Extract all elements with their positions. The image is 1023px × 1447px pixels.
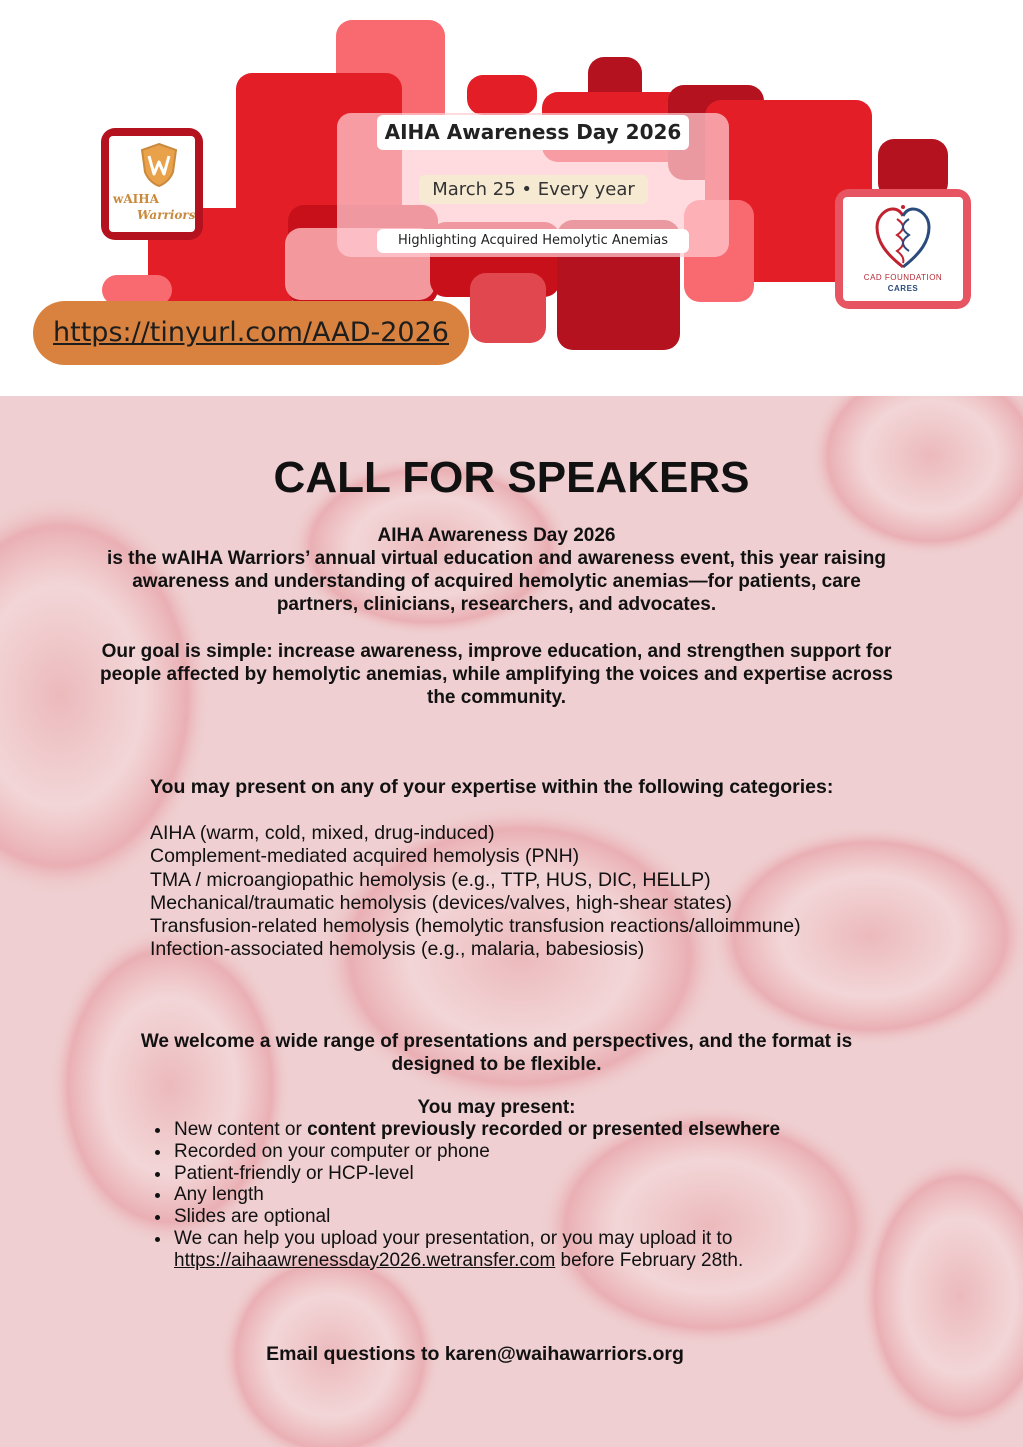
intro-body: is the wAIHA Warriors’ annual virtual education and awareness event, this year raising awareness and understanding of acquired hemolytic anemias—for patients, care partners, clinicians, researchers, and advocates. [107, 548, 886, 615]
waiha-warriors-logo [101, 128, 203, 240]
category-item: Mechanical/traumatic hemolysis (devices/valves, high-shear states) [150, 891, 732, 914]
logo-text-waiha: wAIHA [113, 192, 159, 206]
may-present-heading: You may present: [417, 1097, 576, 1118]
dna-heart-icon [875, 205, 931, 269]
decor-block [467, 75, 537, 115]
category-item: Transfusion-related hemolysis (hemolytic transfusion reactions/alloimmune) [150, 915, 801, 938]
list-item: Patient-friendly or HCP-level [152, 1163, 780, 1185]
event-title: AIHA Awareness Day 2026 [377, 115, 689, 150]
list-item: Recorded on your computer or phone [152, 1141, 780, 1163]
cad-foundation-logo [835, 189, 971, 309]
list-item-text: New content or [174, 1119, 308, 1140]
category-item: Complement-mediated acquired hemolysis (PNH) [150, 845, 580, 868]
logo-text-cares: CARES [887, 284, 919, 293]
list-item-text: before February 28th. [555, 1249, 744, 1271]
welcome-paragraph: We welcome a wide range of presentations and perspectives, and the format is designed to be flexible. [140, 1031, 853, 1075]
event-url-link[interactable] [33, 301, 469, 365]
header-banner [0, 0, 1023, 396]
content-area [0, 396, 1023, 1447]
categories-list [150, 822, 801, 962]
category-item: Infection-associated hemolysis (e.g., malaria, babesiosis) [150, 938, 645, 961]
list-item-text: We can help you upload your presentation, or you may upload it to [174, 1227, 733, 1249]
list-item [152, 1119, 780, 1141]
categories-heading: You may present on any of your expertise within the following categories: [150, 776, 834, 798]
list-item [152, 1228, 780, 1272]
contact-email: Email questions to karen@waihawarriors.org [266, 1343, 684, 1365]
event-subtitle: Highlighting Acquired Hemolytic Anemias [377, 229, 689, 253]
may-present-list [152, 1119, 780, 1272]
list-item: Slides are optional [152, 1206, 780, 1228]
list-item-bold-text: content previously recorded or presented elsewhere [307, 1119, 781, 1140]
event-url-text[interactable]: https://tinyurl.com/AAD-2026 [53, 317, 449, 348]
decor-block [470, 273, 546, 343]
category-item: TMA / microangiopathic hemolysis (e.g., TTP, HUS, DIC, HELLP) [150, 868, 711, 891]
logo-text-warriors: Warriors [137, 208, 196, 222]
event-date: March 25 • Every year [419, 175, 648, 204]
shield-icon [139, 142, 179, 188]
list-item: Any length [152, 1184, 780, 1206]
intro-paragraph [100, 524, 893, 616]
logo-text-cad-foundation: CAD FOUNDATION [863, 273, 943, 282]
wetransfer-link[interactable]: https://aihaawrenessday2026.wetransfer.com [174, 1249, 556, 1271]
goal-paragraph: Our goal is simple: increase awareness, improve education, and strengthen support for people affected by hemolytic anemias, while amplifying the voices and expertise across the community. [100, 641, 893, 708]
category-item: AIHA (warm, cold, mixed, drug-induced) [150, 822, 495, 844]
page-heading: CALL FOR SPEAKERS [273, 453, 750, 502]
intro-title: AIHA Awareness Day 2026 [377, 525, 616, 546]
